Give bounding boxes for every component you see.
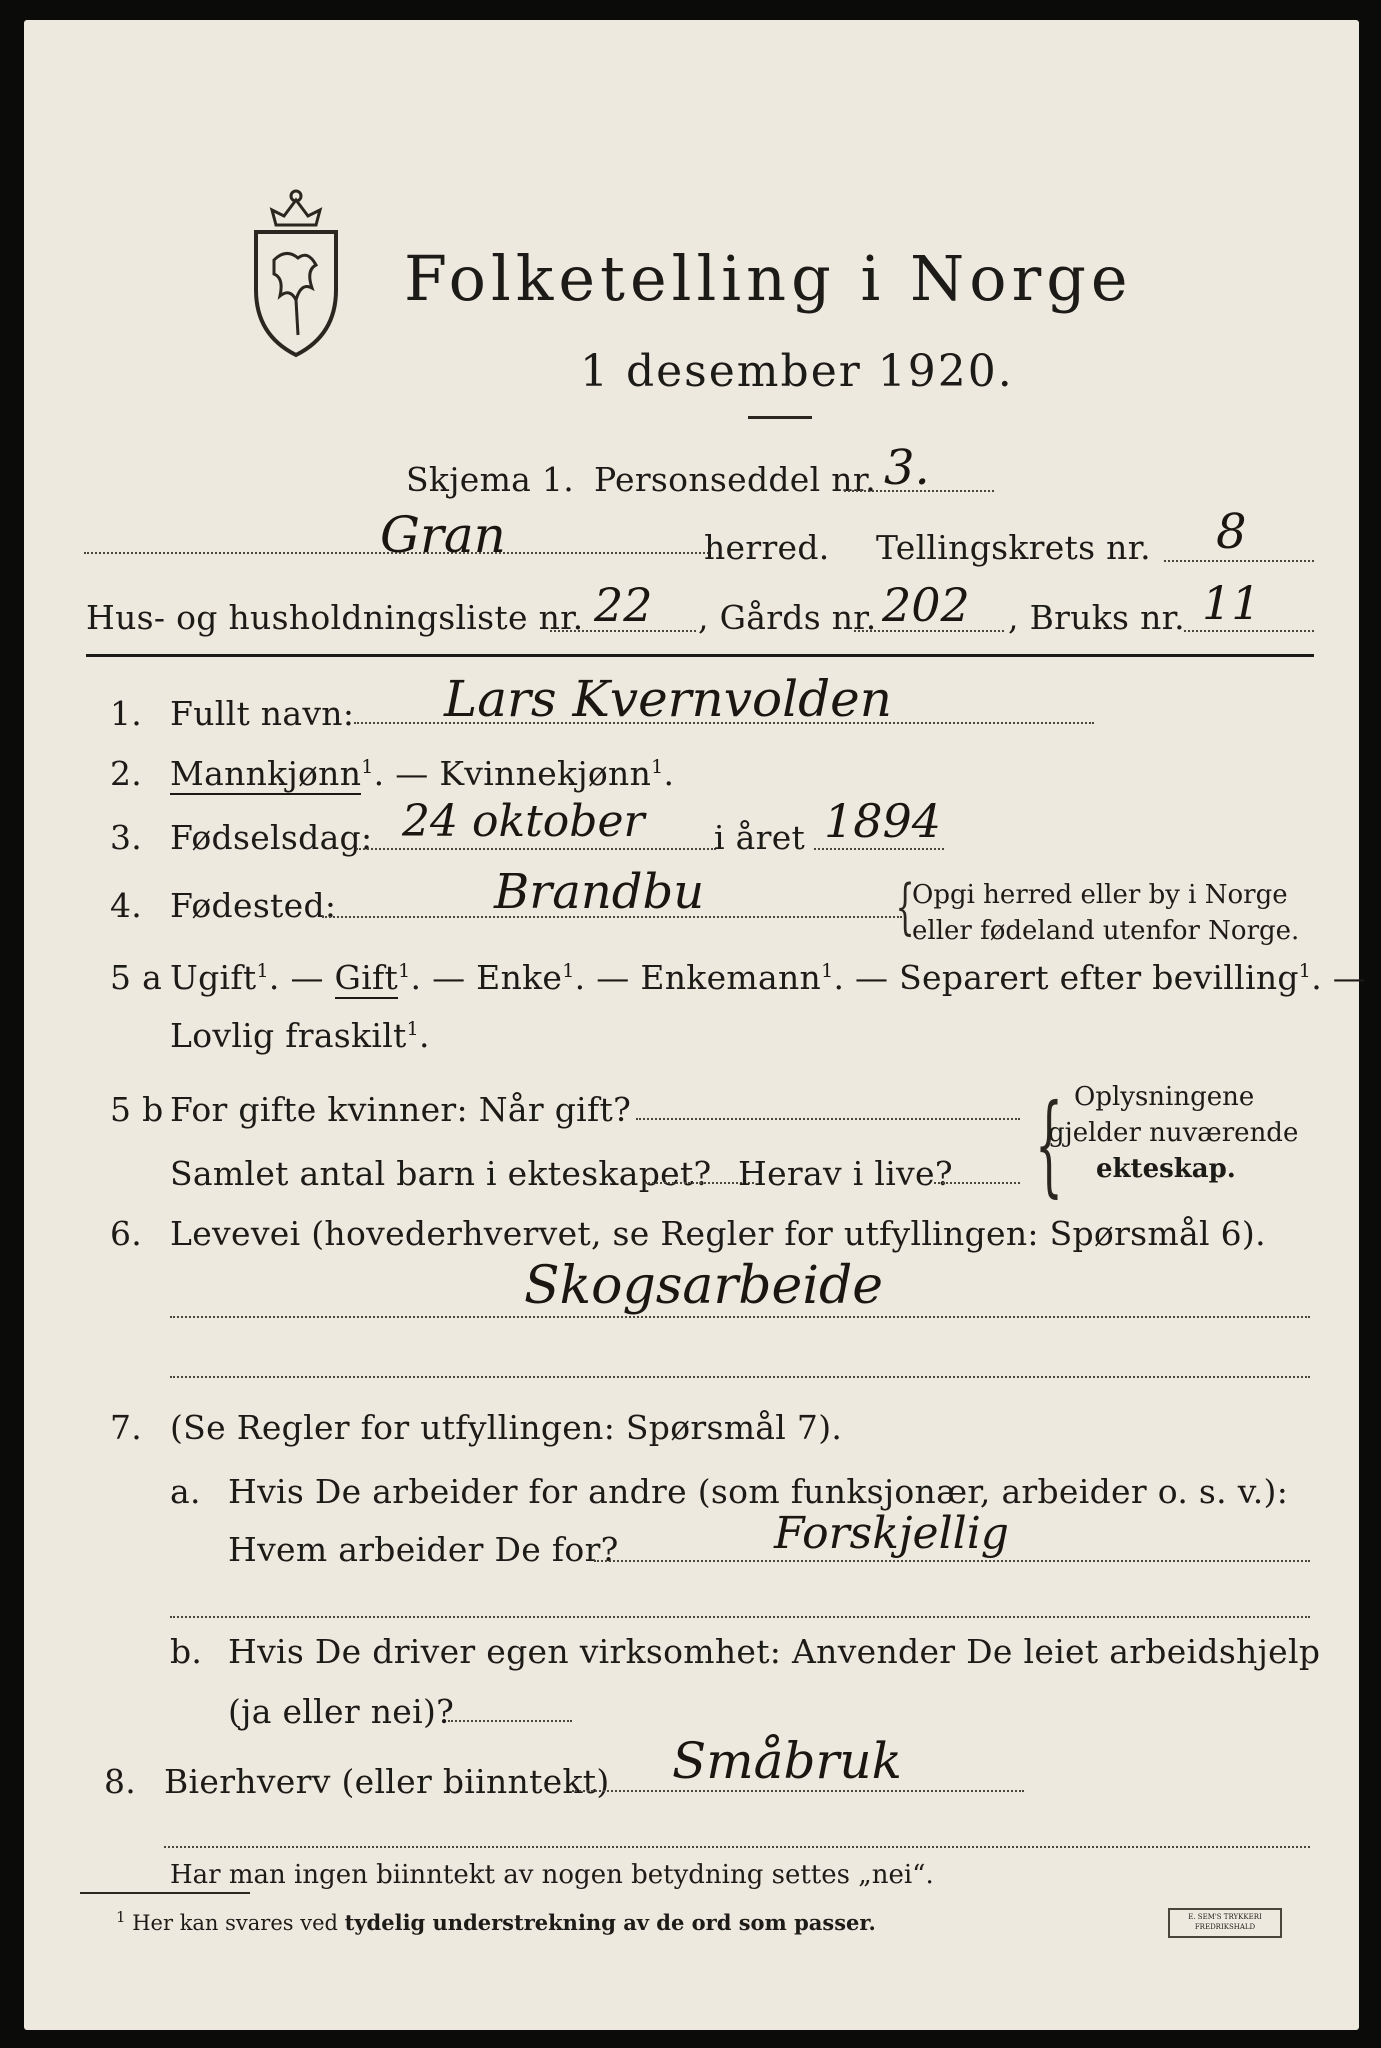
birthday-value: 24 oktober: [402, 796, 645, 847]
page-title: Folketelling i Norge: [404, 242, 1133, 315]
q5a-separert: . — Separert efter bevilling: [833, 958, 1299, 997]
q5b-brace: {: [1035, 1080, 1063, 1208]
q2-male-option: Mannkjønn: [170, 754, 362, 793]
footnote-ref: 1: [562, 960, 575, 982]
personseddel-value: 3.: [884, 440, 930, 496]
footnote-ref: 1: [256, 960, 269, 982]
gards-label: , Gårds nr.: [698, 598, 877, 637]
q7-number: 7.: [110, 1408, 143, 1447]
footnote-ref: 1: [1298, 960, 1312, 982]
q2-end: .: [663, 754, 675, 793]
footnote-bold-text: tydelig understrekning av de ord som passer.: [344, 1910, 876, 1935]
q5b-note-line2: gjelder nuværende: [1048, 1118, 1299, 1148]
printer-stamp-line2: FREDRIKSHALD: [1194, 1923, 1256, 1931]
q4-number: 4.: [110, 886, 143, 925]
q5a-gift: Gift: [334, 958, 399, 997]
footnote-ref: 1: [821, 960, 834, 982]
q7a-letter: a.: [170, 1472, 201, 1511]
q5a-ugift: Ugift: [170, 958, 257, 997]
side-income-value: Småbruk: [672, 1732, 902, 1790]
q7b-label2: (ja eller nei)?: [228, 1692, 455, 1731]
q5a-options: Ugift$^1$. — Gift$^1$. — Enke$^1$. — Enkemann$^1$. — Separert efter bevilling$^1$. —: [170, 958, 1367, 997]
section-divider: [86, 654, 1314, 657]
gards-value: 202: [882, 578, 970, 632]
personseddel-label: Personseddel nr.: [594, 460, 877, 499]
q5a-fraskilt: Lovlig fraskilt: [170, 1016, 407, 1055]
q8-label: Bierhverv (eller biinntekt): [164, 1762, 610, 1801]
q7b-letter: b.: [170, 1632, 203, 1671]
q3-number: 3.: [110, 818, 143, 857]
q4-note-line1: Opgi herred eller by i Norge: [912, 880, 1288, 910]
printer-stamp: [1168, 1908, 1282, 1938]
footnote-text: Her kan svares ved: [132, 1911, 338, 1935]
q5a-line2: Lovlig fraskilt$^1$.: [170, 1016, 430, 1055]
q5a-enke: . — Enke: [410, 958, 563, 997]
hus-value: 22: [594, 578, 653, 632]
q7a-label1: Hvis De arbeider for andre (som funksjonær, arbeider o. s. v.):: [228, 1472, 1289, 1511]
employer-value: Forskjellig: [774, 1508, 1009, 1559]
footnote-ref: 1: [651, 756, 664, 778]
q3-year-label: i året: [714, 818, 806, 857]
schema-label: Skjema 1.: [406, 460, 575, 499]
q4-note-line2: eller fødeland utenfor Norge.: [912, 916, 1300, 946]
q8-line2: [164, 1846, 1310, 1848]
footnote: [116, 1908, 876, 1935]
title-divider: [748, 416, 812, 419]
q1-label: Fullt navn:: [170, 694, 355, 733]
q2-female-option: . — Kvinnekjønn: [373, 754, 652, 793]
hus-label: Hus- og husholdningsliste nr.: [86, 598, 584, 637]
occupation-value: Skogsarbeide: [524, 1256, 884, 1316]
q5b-number: 5 b: [110, 1090, 164, 1129]
bruks-value: 11: [1202, 576, 1261, 630]
footnote-ref: 1: [406, 1018, 420, 1040]
census-date: 1 desember 1920.: [580, 346, 1014, 397]
q6-label: Levevei (hovederhvervet, se Regler for utfyllingen: Spørsmål 6).: [170, 1214, 1266, 1253]
footnote-ref: 1: [398, 960, 411, 982]
q6-line2: [170, 1376, 1310, 1378]
q7a-dots: [594, 1560, 1310, 1562]
footer-note: Har man ingen biinntekt av nogen betydning settes „nei“.: [170, 1860, 934, 1890]
herred-value: Gran: [380, 506, 506, 564]
tellingskrets-label: Tellingskrets nr.: [876, 528, 1151, 567]
birth-year-value: 1894: [824, 794, 942, 848]
q1-number: 1.: [110, 694, 143, 733]
q7a-label2: Hvem arbeider De for?: [228, 1530, 619, 1569]
q4-label: Fødested:: [170, 886, 337, 925]
q5b-children-label: Samlet antal barn i ekteskapet?: [170, 1154, 712, 1193]
q5a-number: 5 a: [110, 958, 163, 997]
coat-of-arms-icon: [246, 170, 346, 370]
birthplace-value: Brandbu: [494, 864, 705, 920]
printer-stamp-line1: E. SEM'S TRYKKERI: [1188, 1913, 1262, 1921]
q5b-alive-dots: [934, 1182, 1020, 1184]
bruks-dots: [1184, 630, 1314, 632]
q3-year-dots: [814, 848, 944, 850]
footnote-divider: [80, 1892, 250, 1894]
q7a-line2: [170, 1616, 1310, 1618]
q8-dots: [572, 1790, 1024, 1792]
herred-label: herred.: [704, 528, 830, 567]
q3-dots: [356, 848, 716, 850]
footnote-ref: 1: [361, 756, 374, 778]
q8-number: 8.: [104, 1762, 137, 1801]
q5b-when-married: For gifte kvinner: Når gift?: [170, 1090, 632, 1129]
q6-number: 6.: [110, 1214, 143, 1253]
tellingskrets-dots: [1164, 560, 1314, 562]
q5b-when-dots: [636, 1118, 1020, 1120]
q5b-alive-label: Herav i live?: [738, 1154, 953, 1193]
q2-number: 2.: [110, 754, 143, 793]
full-name-value: Lars Kvernvolden: [444, 670, 892, 728]
q5a-enkemann: . — Enkemann: [574, 958, 822, 997]
q5b-note-line1: Oplysningene: [1074, 1082, 1255, 1112]
q7b-label1: Hvis De driver egen virksomhet: Anvender De leiet arbeidshjelp: [228, 1632, 1321, 1671]
q6-line1: [170, 1316, 1310, 1318]
q7b-dots: [448, 1720, 572, 1722]
q7-label: (Se Regler for utfyllingen: Spørsmål 7).: [170, 1408, 843, 1447]
census-form: [24, 20, 1367, 2030]
footnote-mark: 1: [116, 1908, 126, 1926]
tellingskrets-value: 8: [1216, 504, 1247, 560]
q2-gender: [170, 754, 674, 793]
q4-brace: {: [895, 872, 915, 942]
q5b-note-line3: ekteskap.: [1096, 1154, 1236, 1184]
q3-label: Fødselsdag:: [170, 818, 373, 857]
bruks-label: , Bruks nr.: [1008, 598, 1185, 637]
